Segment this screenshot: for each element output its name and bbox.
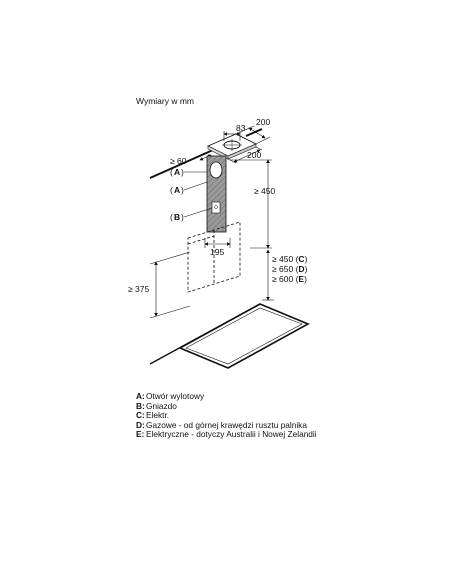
svg-text:): ) — [181, 167, 184, 177]
dim-side-offset: ≥ 60 — [170, 156, 187, 166]
clearance-e: ≥ 600 (E) — [272, 274, 307, 284]
hood-canopy — [188, 222, 240, 292]
legend-item: A: Otwór wylotowy — [136, 391, 205, 401]
dim-duct-diameter: 83 — [236, 123, 246, 133]
svg-text:): ) — [181, 212, 184, 222]
svg-text:): ) — [181, 185, 184, 195]
cooktop — [150, 304, 308, 368]
dim-hood-height: ≥ 375 — [128, 284, 150, 294]
dim-hood-width: 195 — [210, 247, 225, 257]
clearance-c: ≥ 450 (C) — [272, 254, 308, 264]
callout-a-2: A — [174, 185, 181, 195]
clearance-d: ≥ 650 (D) — [272, 264, 308, 274]
dim-chimney-height: ≥ 450 — [254, 186, 276, 196]
legend-item: E: Elektryczne - dotyczy Australii i Nowej Zelandii — [136, 429, 317, 440]
legend-item: B: Gniazdo — [136, 400, 177, 411]
svg-text:(: ( — [170, 212, 173, 222]
power-socket — [212, 202, 220, 213]
callout-a-1: A — [174, 167, 181, 177]
outlet-opening — [210, 162, 222, 178]
diagram-title: Wymiary w mm — [136, 96, 194, 106]
legend — [136, 392, 336, 440]
svg-text:(: ( — [170, 167, 173, 177]
svg-text:(: ( — [170, 185, 173, 195]
dim-top-depth: 200 — [247, 150, 262, 160]
legend-item: D: Gazowe - od górnej krawędzi rusztu palnika — [136, 419, 307, 430]
callout-b: B — [174, 212, 181, 222]
chimney-duct — [207, 156, 226, 232]
legend-item: C: Elektr. — [136, 410, 170, 421]
dim-top-width: 200 — [256, 117, 271, 127]
